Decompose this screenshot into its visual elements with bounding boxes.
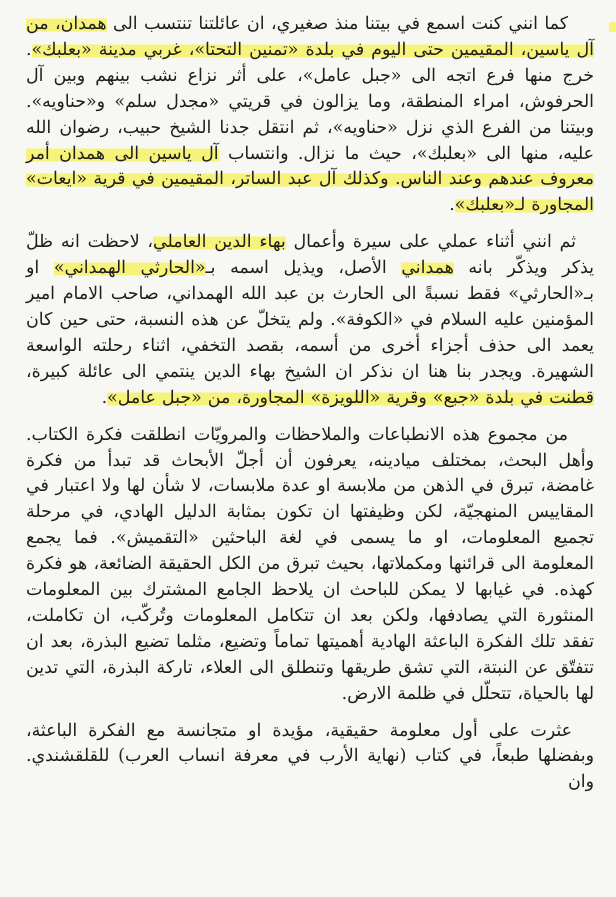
highlighted-text: همداني [401, 258, 454, 279]
highlighted-text: قطنت في بلدة «جبع» وقرية «اللويزة» المجاورة، من «جبل عامل» [107, 387, 594, 408]
paragraph-4 [26, 719, 594, 797]
paragraph-3 [26, 423, 594, 708]
body-text: . خرج منها فرع اتجه الى «جبل عامل»، على أثر نزاع نشب بينهم وبين آل الحرفوش، امراء المنطقة، وما يزالون في قريتي «مجدل سلم» و«حناويه». وبيتنا من الفرع الذي نزل «حناويه»، ثم انتقل جدنا الشيخ حبيب، رضوان الله عليه، منها الى «بعلبك»، حيث ما نزال. وانتساب [26, 39, 595, 164]
body-text: عثرت على أول معلومة حقيقية، مؤيدة او متجانسة مع الفكرة الباعثة، وبفضلها طبعاً، في كتاب (نهاية الأرب في معرفة انساب العرب) للقلقشندي. وان [26, 720, 594, 793]
paragraph-1 [26, 12, 594, 219]
highlighted-text: «الحارثي الهمداني» [53, 258, 206, 279]
body-text: ثم انني أثناء عملي على سيرة وأعمال [285, 232, 576, 253]
body-text: او بـ«الحارثي» فقط نسبةً الى الحارث بن عبد الله الهمداني، صاحب الامام امير المؤمنين عليه السلام في «الكوفة». ولم يتخلّ عن هذه النسبة، حتى حين كان يعمد الى حذف أجزاء أخرى من أسمه، بقصد التخفي، اثناء رحلته الواسعة الشهيرة. ويجدر بنا هنا ان نذكر ان الشيخ بهاء الدين ينتمي الى عائلة كبيرة، [26, 258, 594, 382]
highlighted-text: آل ياسين الى همدان أمر معروف عندهم وعند الناس. وكذلك آل عبد الساتر، المقيمين في قرية «ايعات» المجاورة لـ«بعلبك» [26, 143, 594, 216]
highlighter-stroke [609, 22, 616, 32]
body-text: . [101, 387, 108, 408]
body-text: الأصل، ويذيل اسمه بـ [205, 258, 402, 279]
body-text: . [449, 195, 455, 216]
highlighted-text: بهاء الدين العاملي [153, 232, 286, 253]
paragraph-2 [26, 230, 594, 411]
highlighted-text: همدان، من آل ياسين، المقيمين حتى اليوم في بلدة «تمنين التحتا»، غربي مدينة «بعلبك» [26, 14, 594, 60]
body-text: كما انني كنت اسمع في بيتنا منذ صغيري، ان عائلتنا تنتسب الى [106, 14, 568, 34]
body-text: من مجموع هذه الانطباعات والملاحظات والمرويّات انطلقت فكرة الكتاب. وأهل البحث، بمختلف ميادينه، يعرفون أن أجلّ الأبحاث قد تبدأ من فكرة غامضة، تبرق في الذهن من ملابسة او عدة ملابسات، لا شأن لها ولا اعتبار في المقاييس المنهجيّة، لكن وظيفتها ان تكون بمثابة الدليل الهادي، في مرحلة تجميع المعلومات، او ما يسمى في لغة الباحثين «التقميش». فما يجمع المعلومة الى قرائنها ومكملاتها، بحيث تبرق من الكل الحقيقة الضائعة، هو فكرة كهذه. في غيابها لا يمكن للباحث ان يلاحظ الجامع المشترك بين المعلومات المنثورة التي يصادفها، ولكن بعد ان تتكامل المعلومات وتُركّب، ان تكاملت، تفقد تلك الفكرة الباعثة الهادية أهميتها تماماً وتضيع، مثلما تضيع البذرة، بعد ان تتفتّق عن النبتة، التي تشق طريقها وتنطلق الى العلاء، تاركة البذرة، التي تدين لها بالحياة، تتحلّل في ظلمة الارض. [26, 424, 594, 704]
body-text: ، لاحظت انه ظلّ يذكر ويذكّر بانه [26, 232, 594, 279]
